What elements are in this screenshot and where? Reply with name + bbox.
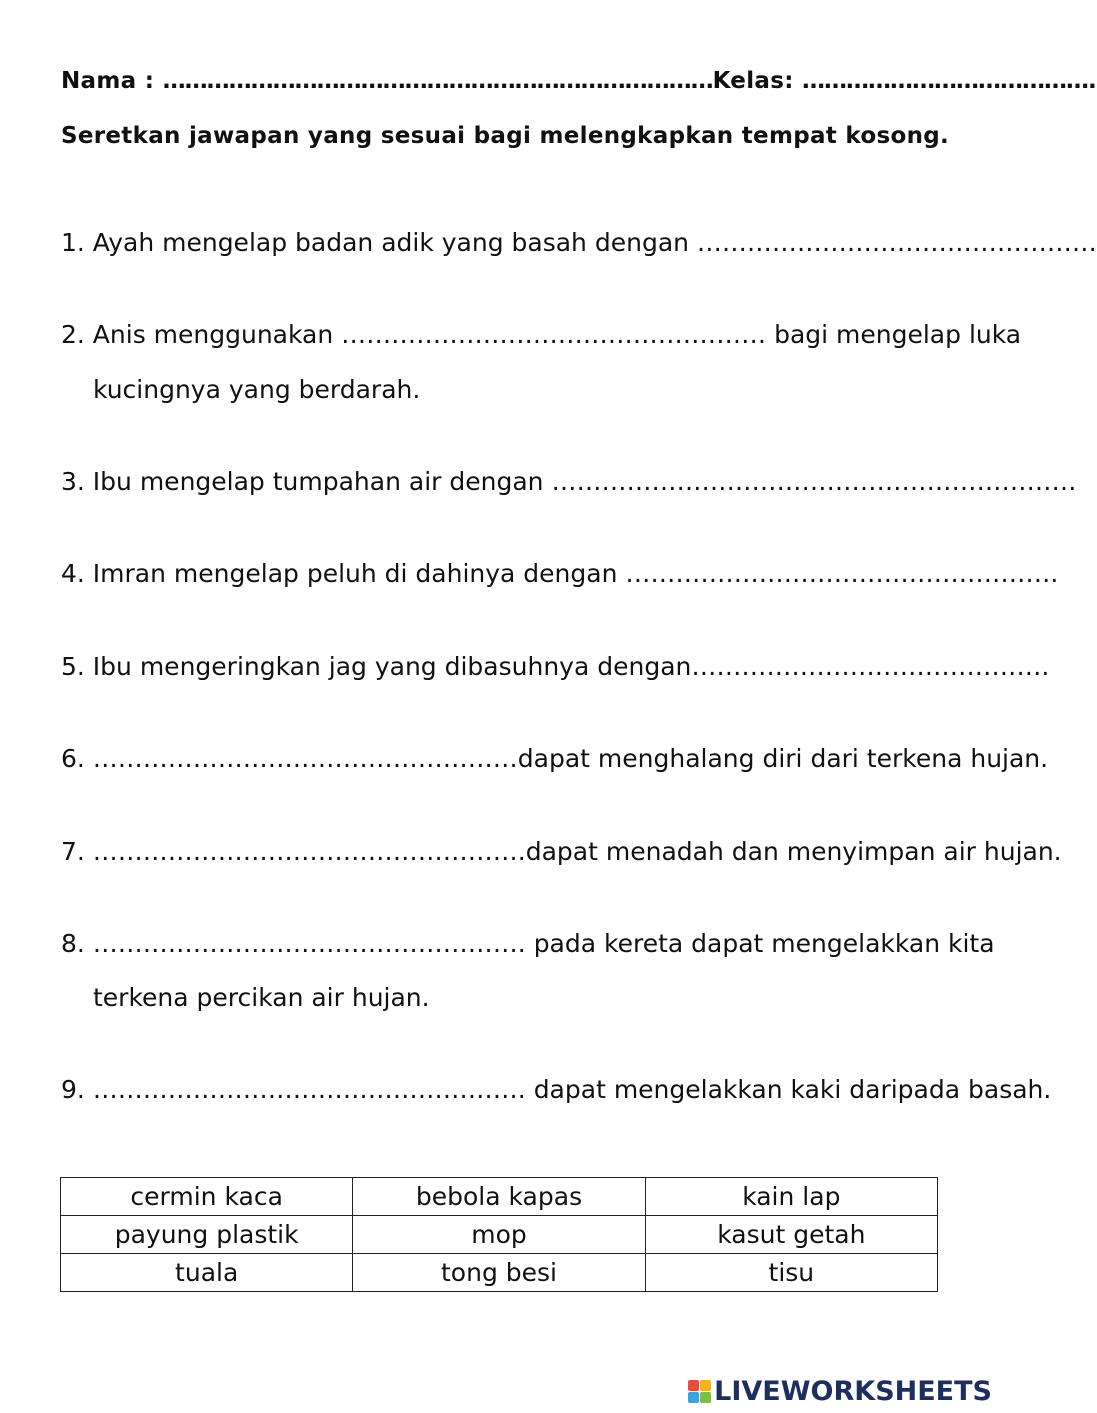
question-9: 9. ……………………………………………. dapat mengelakkan kaki daripada basah. — [61, 1075, 1052, 1104]
name-class-line — [61, 66, 1096, 96]
question-2-line-1: 2. Anis menggunakan …………………………………………… bagi mengelap luka — [61, 320, 1022, 349]
answer-row — [61, 1254, 938, 1292]
class-label: Kelas: — [712, 68, 802, 94]
answer-option[interactable]: tong besi — [353, 1254, 645, 1292]
answer-row — [61, 1216, 938, 1254]
class-blank[interactable]: …………………………………. — [802, 68, 1096, 94]
name-blank[interactable]: ………………………………………………………………… — [162, 68, 713, 94]
question-6: 6. ……………………………………………dapat menghalang diri dari terkena hujan. — [61, 744, 1049, 773]
question-7: 7. …………………………………………….dapat menadah dan menyimpan air hujan. — [61, 837, 1062, 866]
logo-square-red — [688, 1380, 699, 1391]
logo-square-blue — [688, 1392, 699, 1403]
answer-option[interactable]: kain lap — [645, 1178, 937, 1216]
answer-option[interactable]: tisu — [645, 1254, 937, 1292]
answer-option[interactable]: bebola kapas — [353, 1178, 645, 1216]
brand-text: LIVEWORKSHEETS — [714, 1376, 992, 1407]
question-8-line-1: 8. ……………………………………………. pada kereta dapat mengelakkan kita — [61, 929, 995, 958]
answer-option[interactable]: cermin kaca — [61, 1178, 353, 1216]
question-8-line-2: terkena percikan air hujan. — [93, 983, 430, 1012]
liveworksheets-logo-icon — [688, 1380, 711, 1403]
question-1: 1. Ayah mengelap badan adik yang basah dengan ………………………………………… — [61, 228, 1097, 257]
question-2-line-2: kucingnya yang berdarah. — [93, 375, 421, 404]
answer-row — [61, 1178, 938, 1216]
instruction: Seretkan jawapan yang sesuai bagi melengkapkan tempat kosong. — [61, 123, 950, 149]
answer-option[interactable]: mop — [353, 1216, 645, 1254]
question-3: 3. Ibu mengelap tumpahan air dengan ……………………………………………………… — [61, 467, 1077, 496]
answer-option[interactable]: tuala — [61, 1254, 353, 1292]
logo-square-green — [700, 1392, 711, 1403]
answer-option[interactable]: kasut getah — [645, 1216, 937, 1254]
question-4: 4. Imran mengelap peluh di dahinya dengan ……………………………………………. — [61, 559, 1059, 588]
liveworksheets-brand — [688, 1376, 992, 1407]
question-5: 5. Ibu mengeringkan jag yang dibasuhnya dengan……………………………………. — [61, 652, 1050, 681]
answer-option[interactable]: payung plastik — [61, 1216, 353, 1254]
name-label: Nama : — [61, 68, 163, 94]
logo-square-yellow — [700, 1380, 711, 1391]
answer-bank-table — [60, 1177, 938, 1292]
